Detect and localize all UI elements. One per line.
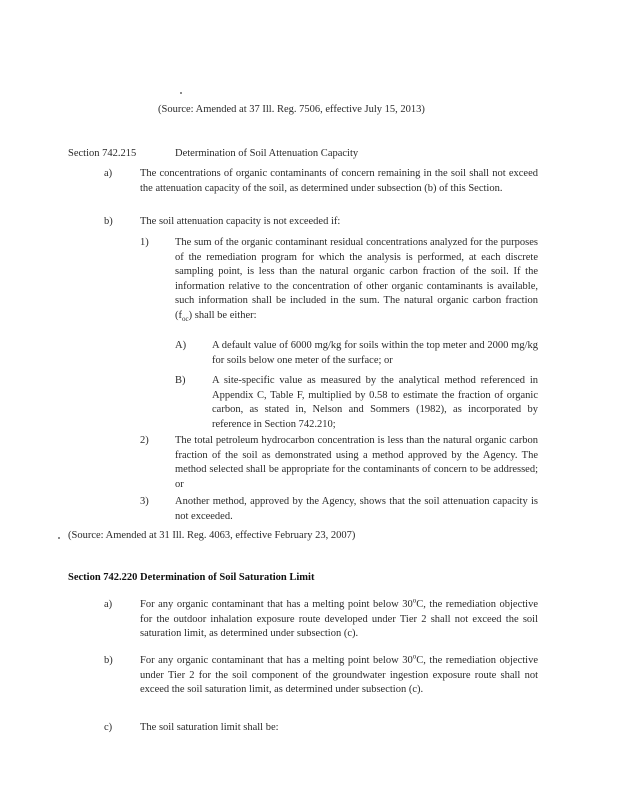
item-B-text: A site-specific value as measured by the analytical method referenced in Appendix C, Table F, multiplied by 0.58 to estimate the fraction of organic carbon, as stated in, Nelson and Sommers (1982), as incorporated by reference in Section 742.210;: [212, 375, 538, 430]
degree-sign: o: [412, 652, 417, 661]
subsection-220-b-label: b): [104, 655, 113, 666]
section-215-title: Determination of Soil Attenuation Capacity: [175, 148, 359, 159]
item-3-text: Another method, approved by the Agency, shows that the soil attenuation capacity is not exceeded.: [175, 496, 538, 522]
item-1-text-main: The sum of the organic contaminant residual concentrations analyzed for the purposes of the remediation program for which the analysis is performed, at each discrete sampling point, is less than the natural organic carbon fraction of the soil. If the information relative to the concentration of other organic contaminants is available, such information shall be included in the sum. The natural organic carbon fraction (f: [175, 237, 538, 321]
subsection-220-b-text: [140, 654, 538, 698]
item-A-text: A default value of 6000 mg/kg for soils within the top meter and 2000 mg/kg for soils below one meter of the surface; or: [212, 340, 538, 366]
subsection-220-a-text-end: C, the remediation objective for the outdoor inhalation exposure route developed under Tier 2 shall not exceed the soil saturation limit, as determined under subsection (c).: [140, 599, 538, 639]
subsection-b-label: b): [104, 216, 113, 227]
section-220-heading: Section 742.220 Determination of Soil Saturation Limit: [68, 572, 315, 583]
subsection-220-a-label: a): [104, 599, 113, 610]
item-1-text: [175, 236, 538, 323]
item-1-subscript: oc: [182, 314, 189, 323]
subsection-a-label: a): [104, 168, 113, 179]
subsection-220-c-text: The soil saturation limit shall be:: [140, 722, 279, 733]
item-A-label: A): [175, 340, 187, 351]
item-1-label: 1): [140, 237, 149, 248]
subsection-220-c-label: c): [104, 722, 113, 733]
item-B-label: B): [175, 375, 186, 386]
scan-speck: [180, 92, 182, 94]
subsection-220-b-text-start: For any organic contaminant that has a melting point below 30: [140, 655, 413, 666]
source-note-1: (Source: Amended at 37 Ill. Reg. 7506, effective July 15, 2013): [158, 104, 425, 115]
item-1-text-end: ) shall be either:: [188, 309, 257, 321]
subsection-220-a-text-start: For any organic contaminant that has a melting point below 30: [140, 599, 413, 610]
item-2-text: The total petroleum hydrocarbon concentration is less than the natural organic carbon fraction of the soil as demonstrated using a method approved by the Agency. The method selected shall be appropriate for the contaminants of concern to be addressed; or: [175, 435, 538, 490]
subsection-a-text: The concentrations of organic contaminants of concern remaining in the soil shall not exceed the attenuation capacity of the soil, as determined under subsection (b) of this Section.: [140, 168, 538, 194]
item-2-label: 2): [140, 435, 149, 446]
section-215-number: Section 742.215: [68, 148, 137, 159]
source-note-2: (Source: Amended at 31 Ill. Reg. 4063, effective February 23, 2007): [68, 530, 356, 541]
degree-sign: o: [412, 596, 417, 605]
subsection-220-b-text-end: C, the remediation objective under Tier 2 for the soil component of the groundwater ingestion exposure route shall not exceed the soil saturation limit, as determined under subsection (c).: [140, 655, 538, 695]
scan-speck: [58, 537, 60, 539]
subsection-220-a-text: [140, 598, 538, 642]
subsection-b-text: The soil attenuation capacity is not exceeded if:: [140, 216, 341, 227]
item-3-label: 3): [140, 496, 149, 507]
